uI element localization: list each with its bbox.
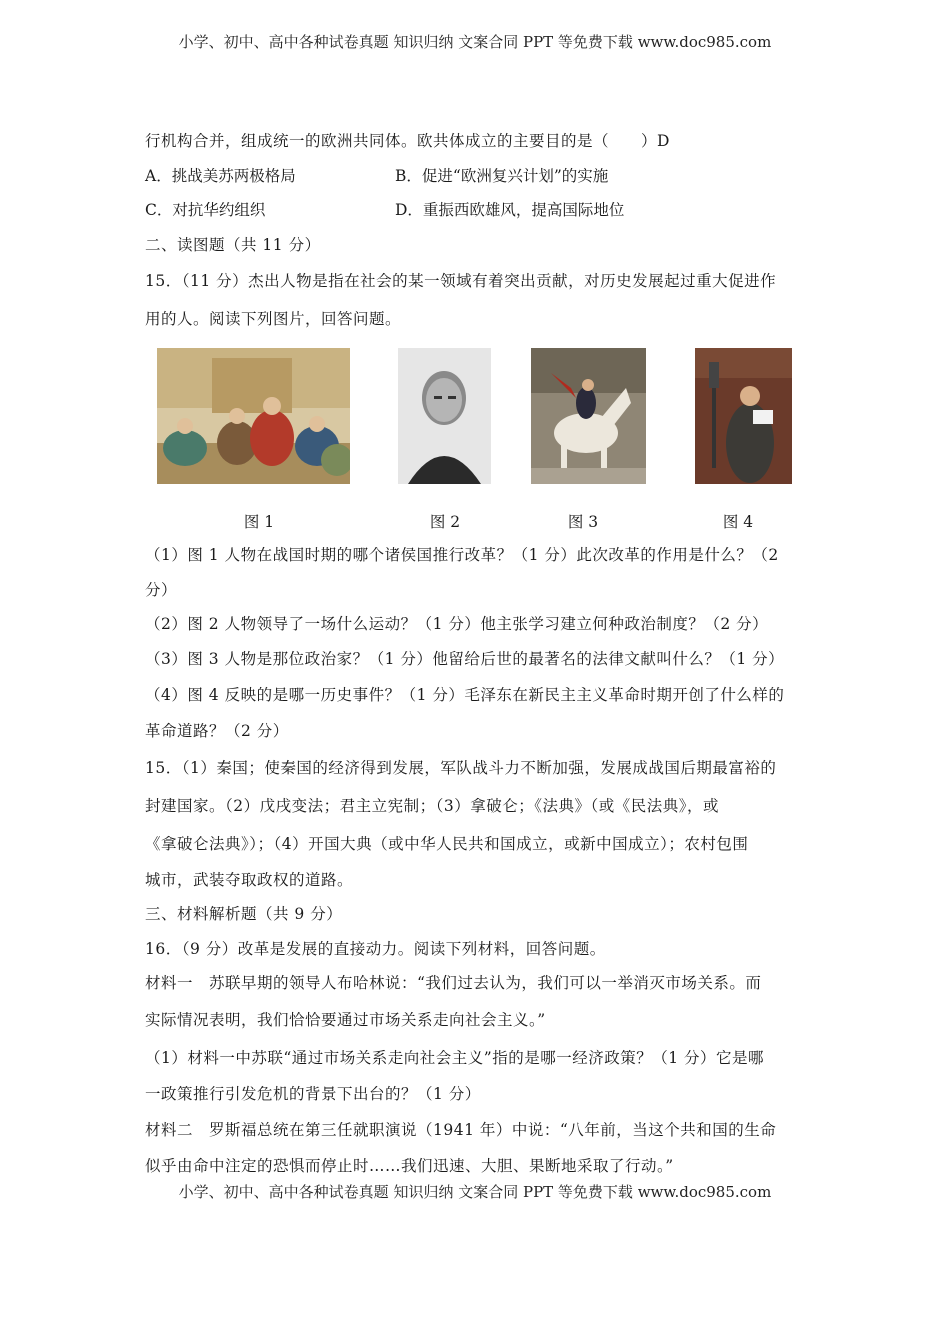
figure-3-image <box>531 348 646 484</box>
option-d: D．重振西欧雄风，提高国际地位 <box>395 201 625 219</box>
figure-2-image <box>398 348 491 484</box>
document-body <box>145 124 810 1184</box>
q16-question-1a: （1）材料一中苏联“通过市场关系走向社会主义”指的是哪一经济政策？（1 分）它是哪 <box>145 1048 765 1067</box>
q16-material-1a: 材料一 苏联早期的领导人布哈林说：“我们过去认为，我们可以一举消灭市场关系。而 <box>145 974 762 992</box>
section-3-title: 三、材料解析题（共 9 分） <box>145 905 343 923</box>
q15-question-4b: 革命道路？（2 分） <box>145 722 289 740</box>
court-painting-icon <box>157 348 350 484</box>
figure-4-caption: 图 4 <box>722 513 754 531</box>
figure-1-image <box>157 348 350 484</box>
q14-options-row-2 <box>145 193 810 228</box>
page-footer: 小学、初中、高中各种试卷真题 知识归纳 文案合同 PPT 等免费下载 www.doc985.com <box>178 1183 772 1201</box>
q15-answer-2: 封建国家。（2）戊戌变法；君主立宪制；（3）拿破仑；《法典》（或《民法典》，或 <box>145 796 719 815</box>
q15-question-2: （2）图 2 人物领导了一场什么运动？（1 分）他主张学习建立何种政治制度？（2 分） <box>145 615 769 633</box>
figure-4-image <box>695 348 792 484</box>
q16-question-1b: 一政策推行引发危机的背景下出台的？（1 分） <box>145 1084 481 1103</box>
q15-question-1a: （1）图 1 人物在战国时期的哪个诸侯国推行改革？（1 分）此次改革的作用是什么？（2 <box>145 546 779 564</box>
q15-question-3: （3）图 3 人物是那位政治家？（1 分）他留给后世的最著名的法律文献叫什么？（1 分） <box>145 649 785 668</box>
speech-photo-icon <box>695 348 792 484</box>
page-header: 小学、初中、高中各种试卷真题 知识归纳 文案合同 PPT 等免费下载 www.doc985.com <box>178 33 772 51</box>
figure-2-caption: 图 2 <box>429 513 461 531</box>
option-a: A．挑战美苏两极格局 <box>145 166 296 185</box>
q15-stem: 15．（11 分）杰出人物是指在社会的某一领域有着突出贡献，对历史发展起过重大促进作 <box>145 272 777 290</box>
q15-stem-cont: 用的人。阅读下列图片，回答问题。 <box>145 310 402 328</box>
q15-answer-1: 15．（1）秦国；使秦国的经济得到发展，军队战斗力不断加强，发展成战国后期最富裕的 <box>145 758 777 777</box>
q14-stem: 行机构合并，组成统一的欧洲共同体。欧共体成立的主要目的是（ ）D <box>145 132 670 150</box>
q16-material-2b: 似乎由命中注定的恐惧而停止时……我们迅速、大胆、果断地采取了行动。” <box>145 1157 674 1175</box>
portrait-photo-icon <box>398 348 491 484</box>
figure-3-caption: 图 3 <box>567 513 599 531</box>
option-b: B．促进“欧洲复兴计划”的实施 <box>395 166 609 185</box>
section-2-title: 二、读图题（共 11 分） <box>145 235 321 254</box>
q15-answer-4: 城市，武装夺取政权的道路。 <box>145 870 354 889</box>
figure-1-caption: 图 1 <box>243 513 275 531</box>
q16-stem: 16．（9 分）改革是发展的直接动力。阅读下列材料，回答问题。 <box>145 939 606 958</box>
q15-answer-3: 《拿破仑法典》）；（4）开国大典（或中华人民共和国成立，或新中国成立）；农村包围 <box>145 834 749 853</box>
q16-material-2a: 材料二 罗斯福总统在第三任就职演说（1941 年）中说：“八年前，当这个共和国的生命 <box>145 1121 777 1139</box>
q16-material-1b: 实际情况表明，我们恰恰要通过市场关系走向社会主义。” <box>145 1010 546 1029</box>
q14-options-row-1 <box>145 159 810 194</box>
option-c: C．对抗华约组织 <box>145 201 266 219</box>
horse-rider-painting-icon <box>531 348 646 484</box>
q15-question-1b: 分） <box>145 580 178 599</box>
figure-row <box>145 338 810 538</box>
q15-question-4a: （4）图 4 反映的是哪一历史事件？（1 分）毛泽东在新民主主义革命时期开创了什么样的 <box>145 686 785 704</box>
